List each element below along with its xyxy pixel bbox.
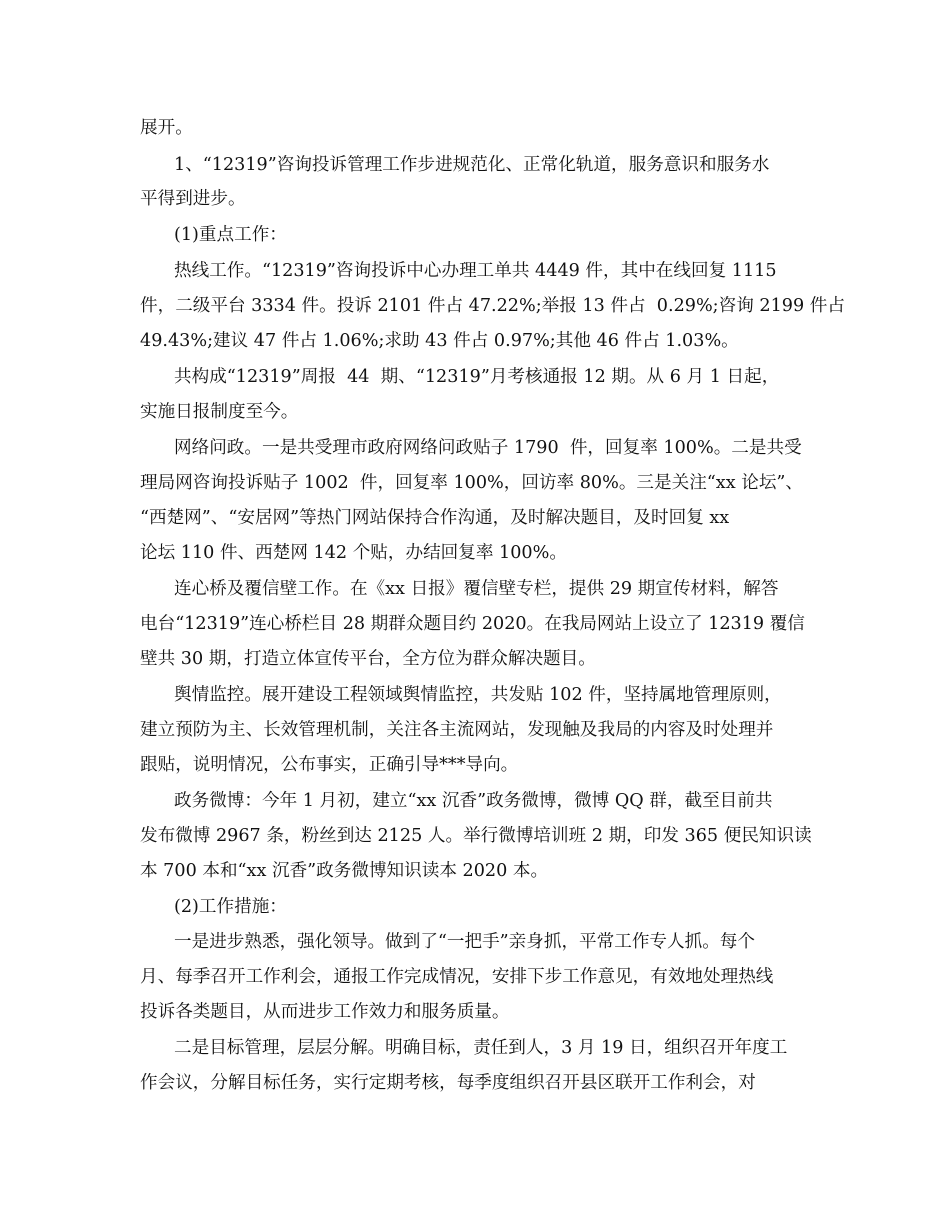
body-text-line: 论坛 110 件、西楚网 142 个贴，办结回复率 100%。: [140, 543, 567, 563]
body-text-line: 连心桥及覆信壁工作。在《xx 日报》覆信壁专栏，提供 29 期宣传材料，解答: [174, 579, 779, 599]
body-text-line: 壁共 30 期，打造立体宣传平台，全方位为群众解决题目。: [140, 649, 596, 669]
section-heading: (1)重点工作：: [174, 225, 287, 245]
body-text-line: 一是进步熟悉，强化领导。做到了“一把手”亲身抓，平常工作专人抓。每个: [174, 932, 755, 952]
body-text-line: 49.43%;建议 47 件占 1.06%;求助 43 件占 0.97%;其他 46 件占 1.03%。: [140, 331, 739, 351]
body-text-line: 电台“12319”连心桥栏目 28 期群众题目约 2020。在我局网站上设立了 12319 覆信: [140, 614, 805, 634]
body-text-line: “西楚网”、“安居网”等热门网站保持合作沟通，及时解决题目，及时回复 xx: [140, 508, 730, 528]
body-text-line: 月、每季召开工作利会，通报工作完成情况，安排下步工作意见，有效地处理热线: [140, 967, 774, 987]
body-text-line: 热线工作。“12319”咨询投诉中心办理工单共 4449 件，其中在线回复 1115: [174, 261, 777, 281]
body-text-line: 实施日报制度至今。: [140, 402, 299, 422]
body-text-line: 投诉各类题目，从而进步工作效力和服务质量。: [140, 1002, 510, 1022]
body-text-line: 发布微博 2967 条，粉丝到达 2125 人。举行微博培训班 2 期，印发 365 便民知识读: [140, 826, 812, 846]
body-text-line: 网络问政。一是共受理市政府网络问政贴子 1790 件，回复率 100%。二是共受: [174, 438, 802, 458]
section-heading: (2)工作措施：: [174, 897, 287, 917]
body-text-line: 跟贴，说明情况，公布事实，正确引导***导向。: [140, 755, 519, 775]
body-text-line: 展开。: [140, 118, 193, 138]
body-text-line: 建立预防为主、长效管理机制，关注各主流网站，发现触及我局的内容及时处理并: [140, 720, 774, 740]
body-text-line: 作会议，分解目标任务，实行定期考核，每季度组织召开县区联开工作利会，对: [140, 1073, 756, 1093]
body-text-line: 平得到进步。: [140, 189, 246, 209]
body-text-line: 理局网咨询投诉贴子 1002 件，回复率 100%，回访率 80%。三是关注“xx 论坛”、: [140, 473, 804, 493]
body-text-line: 二是目标管理，层层分解。明确目标，责任到人，3 月 19 日，组织召开年度工: [174, 1038, 788, 1058]
body-text-line: 政务微博：今年 1 月初，建立“xx 沉香”政务微博，微博 QQ 群，截至目前共: [174, 791, 773, 811]
body-text-line: 舆情监控。展开建设工程领域舆情监控，共发贴 102 件，坚持属地管理原则，: [174, 685, 782, 705]
body-text-line: 本 700 本和“xx 沉香”政务微博知识读本 2020 本。: [140, 861, 549, 881]
body-text-line: 共构成“12319”周报 44 期、“12319”月考核通报 12 期。从 6 月 1 日起，: [174, 367, 780, 387]
body-text-line: 件，二级平台 3334 件。投诉 2101 件占 47.22%;举报 13 件占 0.29%;咨询 2199 件占: [140, 296, 845, 316]
body-text-line: 1、“12319”咨询投诉管理工作步进规范化、正常化轨道，服务意识和服务水: [174, 155, 770, 175]
